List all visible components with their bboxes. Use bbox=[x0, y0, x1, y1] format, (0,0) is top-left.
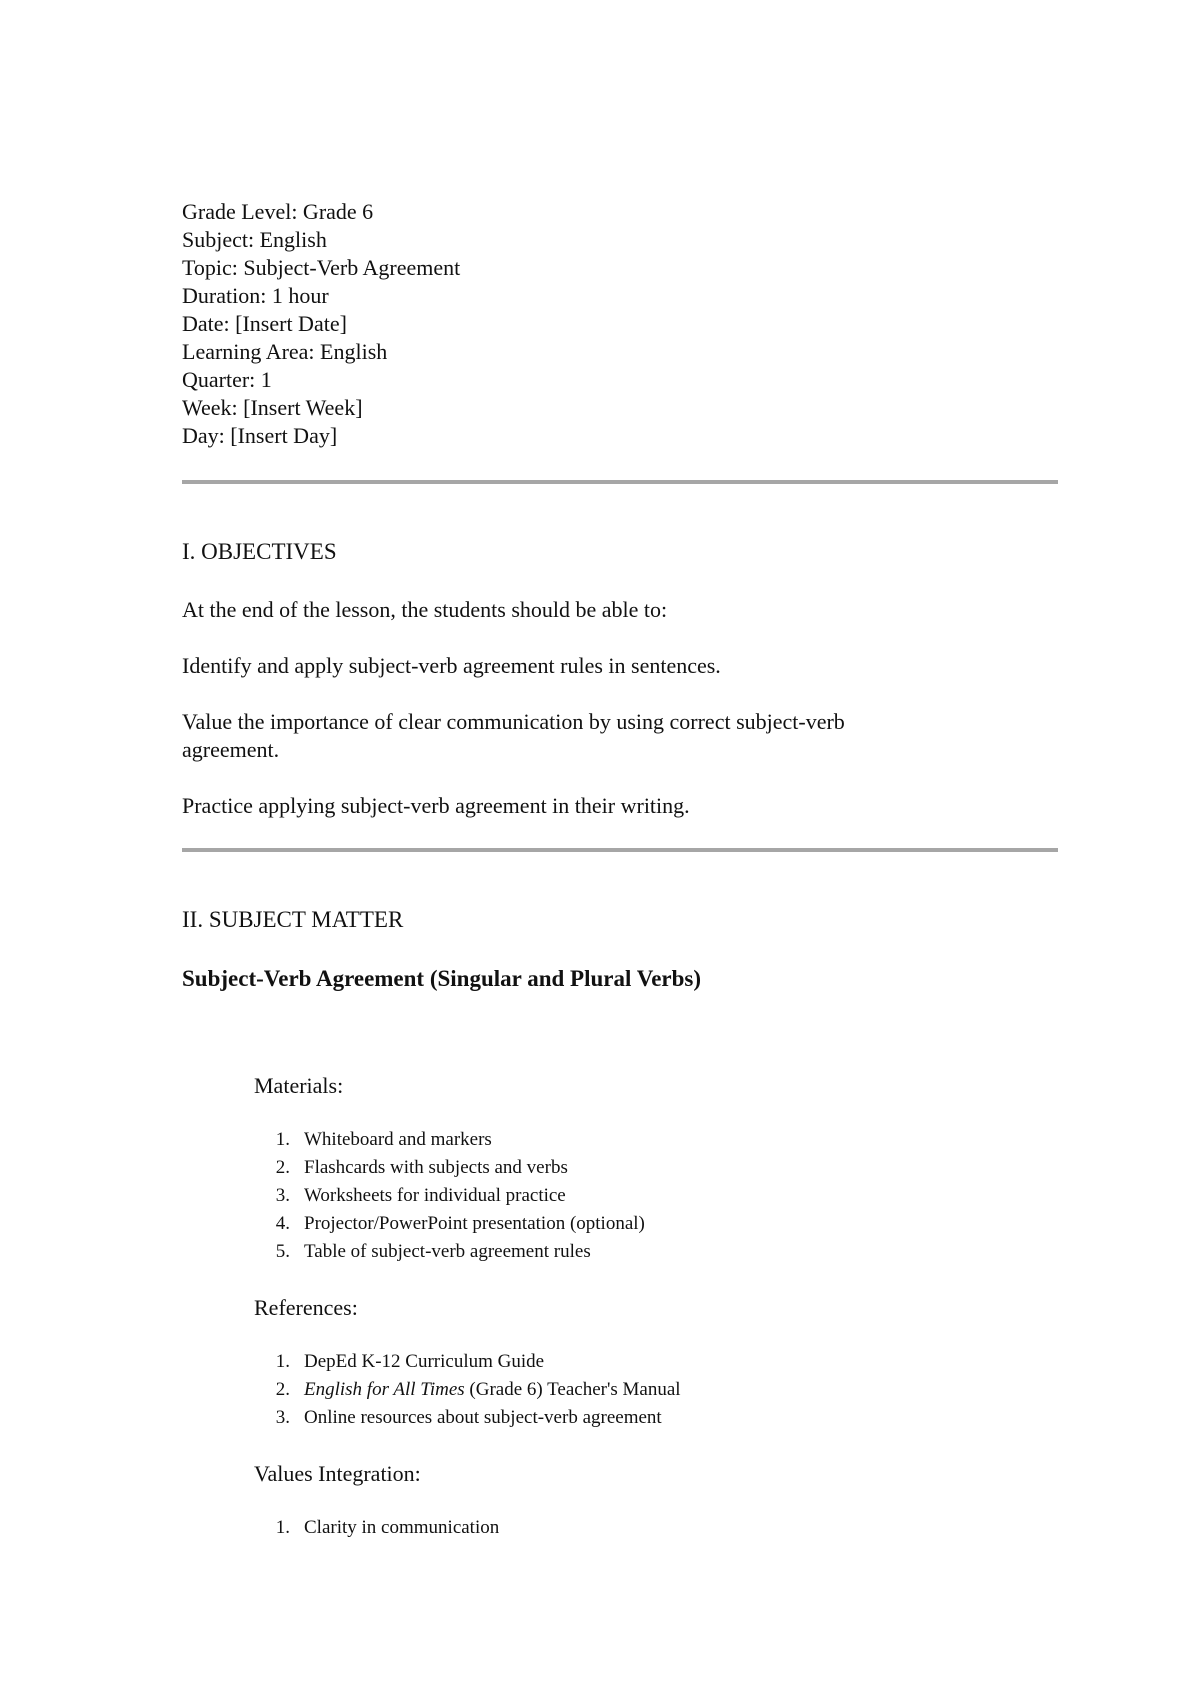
book-title: English for All Times bbox=[304, 1379, 465, 1400]
subject-matter-heading: II. SUBJECT MATTER bbox=[182, 907, 404, 932]
week-line: Week: [Insert Week] bbox=[182, 395, 363, 420]
list-item bbox=[254, 1348, 1062, 1376]
day-line: Day: [Insert Day] bbox=[182, 423, 338, 448]
list-number: 3. bbox=[275, 1185, 290, 1206]
objectives-intro: At the end of the lesson, the students should be able to: bbox=[182, 597, 668, 622]
book-title-suffix: (Grade 6) Teacher's Manual bbox=[464, 1379, 681, 1400]
subject-line: Subject: English bbox=[182, 227, 327, 252]
list-number: 4. bbox=[275, 1213, 290, 1234]
list-text bbox=[304, 1376, 1062, 1404]
objectives-heading: I. OBJECTIVES bbox=[182, 539, 337, 564]
list-text: Clarity in communication bbox=[304, 1517, 500, 1538]
list-number: 1. bbox=[275, 1129, 290, 1150]
subject-matter-title: Subject-Verb Agreement (Singular and Plural Verbs) bbox=[182, 966, 702, 991]
list-item bbox=[254, 1126, 1062, 1154]
references-label: References: bbox=[254, 1295, 358, 1320]
lesson-header bbox=[182, 198, 1062, 450]
list-text: Worksheets for individual practice bbox=[304, 1185, 566, 1206]
list-text: Online resources about subject-verb agreement bbox=[304, 1407, 662, 1428]
list-item bbox=[254, 1514, 1062, 1542]
values-list bbox=[254, 1514, 1062, 1542]
duration-line: Duration: 1 hour bbox=[182, 283, 329, 308]
learning-area-line: Learning Area: English bbox=[182, 339, 388, 364]
topic-line: Topic: Subject-Verb Agreement bbox=[182, 255, 461, 280]
references-list bbox=[254, 1348, 1062, 1432]
list-number: 1. bbox=[275, 1351, 290, 1372]
list-text: Projector/PowerPoint presentation (optional) bbox=[304, 1213, 645, 1234]
horizontal-divider bbox=[182, 848, 1058, 852]
horizontal-divider bbox=[182, 480, 1058, 484]
lesson-plan-content bbox=[182, 198, 1062, 1542]
list-text: Table of subject-verb agreement rules bbox=[304, 1241, 591, 1262]
quarter-line: Quarter: 1 bbox=[182, 367, 272, 392]
list-number: 1. bbox=[275, 1517, 290, 1538]
list-item bbox=[254, 1182, 1062, 1210]
objective-item: Identify and apply subject-verb agreement rules in sentences. bbox=[182, 653, 721, 678]
materials-label: Materials: bbox=[254, 1073, 344, 1098]
list-number: 3. bbox=[275, 1407, 290, 1428]
list-text: Whiteboard and markers bbox=[304, 1129, 492, 1150]
list-text: Flashcards with subjects and verbs bbox=[304, 1157, 568, 1178]
list-text: DepEd K-12 Curriculum Guide bbox=[304, 1351, 545, 1372]
values-integration-label: Values Integration: bbox=[254, 1461, 421, 1486]
list-number: 2. bbox=[275, 1379, 290, 1400]
list-number: 2. bbox=[275, 1157, 290, 1178]
list-item bbox=[254, 1376, 1062, 1404]
date-line: Date: [Insert Date] bbox=[182, 311, 347, 336]
grade-level-line: Grade Level: Grade 6 bbox=[182, 199, 374, 224]
subject-matter-details bbox=[254, 1072, 1062, 1542]
objective-item: Practice applying subject-verb agreement in their writing. bbox=[182, 793, 690, 818]
list-number: 5. bbox=[275, 1241, 290, 1262]
list-item bbox=[254, 1404, 1062, 1432]
list-item bbox=[254, 1210, 1062, 1238]
list-item bbox=[254, 1154, 1062, 1182]
list-item bbox=[254, 1238, 1062, 1266]
objective-item: Value the importance of clear communication by using correct subject-verb agreement. bbox=[182, 709, 845, 762]
materials-list bbox=[254, 1126, 1062, 1266]
